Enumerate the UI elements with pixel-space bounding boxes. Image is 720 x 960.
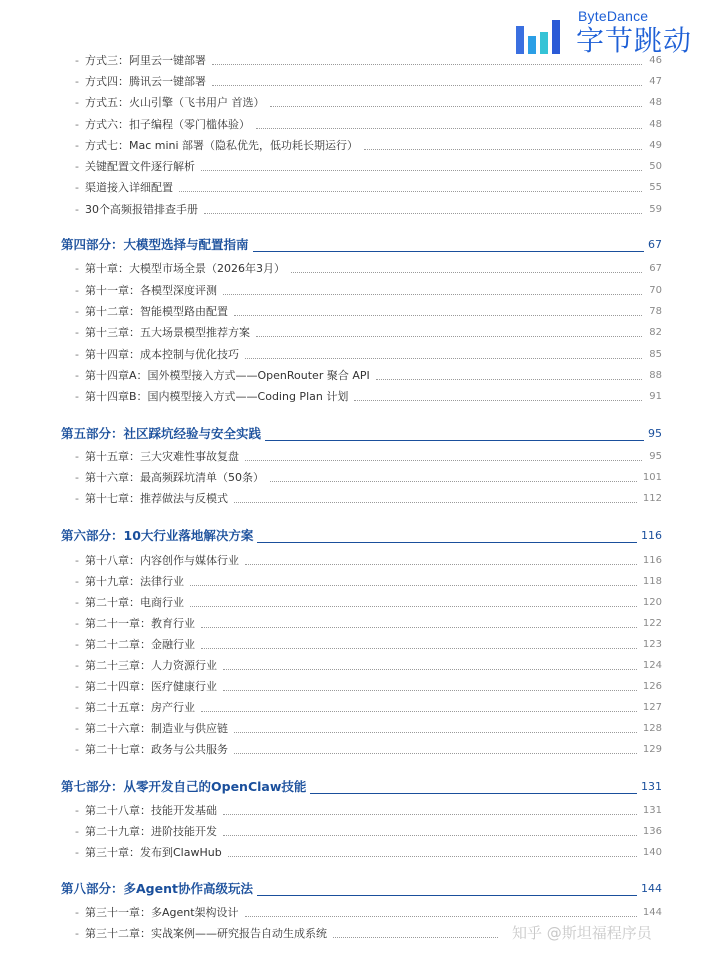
toc-title: 第三十章：发布到ClawHub [84, 846, 222, 859]
toc-chapter-row[interactable] [0, 50, 720, 70]
toc-page-number: 140 [642, 846, 662, 858]
toc-page-number: 95 [649, 450, 662, 462]
toc-page-number: 85 [649, 348, 662, 360]
toc-bullet-dash: - [75, 845, 79, 859]
toc-page-number: 129 [642, 743, 662, 755]
toc-leader-line [270, 106, 642, 107]
toc-leader-line [223, 814, 637, 815]
toc-page-number: 55 [649, 181, 662, 193]
toc-bullet-dash: - [75, 742, 79, 756]
toc-bullet-dash: - [75, 658, 79, 672]
toc-title: 第十一章：各模型深度评测 [84, 284, 217, 297]
toc-chapter-row[interactable] [0, 177, 720, 197]
toc-bullet-dash: - [75, 261, 79, 275]
toc-chapter-row[interactable] [0, 446, 720, 466]
toc-chapter-row[interactable] [0, 718, 720, 738]
toc-bullet-dash: - [75, 616, 79, 630]
toc-page-number: 48 [649, 96, 662, 108]
toc-title: 第二十八章：技能开发基础 [84, 804, 217, 817]
toc-leader-line [245, 564, 637, 565]
toc-bullet-dash: - [75, 53, 79, 67]
toc-title: 30个高频报错排查手册 [84, 203, 198, 216]
toc-page-number: 50 [649, 160, 662, 172]
toc-leader-line [310, 793, 637, 794]
toc-chapter-row[interactable] [0, 301, 720, 321]
toc-page-number: 91 [649, 390, 662, 402]
toc-title: 方式六：扣子编程（零门槛体验） [84, 118, 250, 131]
toc-leader-line [190, 606, 637, 607]
toc-leader-line [223, 669, 637, 670]
toc-leader-line [364, 149, 642, 150]
toc-bullet-dash: - [75, 74, 79, 88]
toc-chapter-row[interactable] [0, 592, 720, 612]
toc-part-row[interactable] [0, 776, 720, 796]
toc-leader-line [234, 753, 637, 754]
toc-bullet-dash: - [75, 180, 79, 194]
toc-title: 第二十九章：进阶技能开发 [84, 825, 217, 838]
toc-page-number: 120 [642, 596, 662, 608]
toc-chapter-row[interactable] [0, 344, 720, 364]
toc-chapter-row[interactable] [0, 488, 720, 508]
toc-chapter-row[interactable] [0, 467, 720, 487]
toc-title: 第二十六章：制造业与供应链 [84, 722, 228, 735]
toc-leader-line [223, 294, 642, 295]
toc-chapter-row[interactable] [0, 550, 720, 570]
toc-page-number: 82 [649, 326, 662, 338]
toc-leader-line [212, 64, 642, 65]
toc-bullet-dash: - [75, 637, 79, 651]
toc-title: 第六部分：10大行业落地解决方案 [61, 528, 254, 543]
toc-leader-line [253, 251, 644, 252]
toc-leader-line [190, 585, 637, 586]
toc-chapter-row[interactable] [0, 71, 720, 91]
toc-bullet-dash: - [75, 449, 79, 463]
toc-chapter-row[interactable] [0, 613, 720, 633]
toc-leader-line [257, 895, 637, 896]
toc-page-number: 67 [648, 237, 662, 251]
toc-page-number: 124 [642, 659, 662, 671]
toc-title: 第十四章B：国内模型接入方式——Coding Plan 计划 [84, 390, 349, 403]
toc-chapter-row[interactable] [0, 280, 720, 300]
toc-page-number: 116 [642, 554, 662, 566]
toc-page-number: 47 [649, 75, 662, 87]
toc-leader-line [201, 711, 637, 712]
toc-title: 第三十一章：多Agent架构设计 [84, 906, 239, 919]
toc-leader-line [201, 170, 642, 171]
toc-chapter-row[interactable] [0, 199, 720, 219]
toc-chapter-row[interactable] [0, 135, 720, 155]
toc-leader-line [257, 542, 637, 543]
toc-page-number: 48 [649, 118, 662, 130]
toc-page-number: 128 [642, 722, 662, 734]
toc-chapter-row[interactable] [0, 821, 720, 841]
toc-title: 方式三：阿里云一键部署 [84, 54, 206, 67]
toc-leader-line [333, 937, 498, 938]
toc-page-number: 131 [642, 804, 662, 816]
toc-bullet-dash: - [75, 574, 79, 588]
toc-page-number: 136 [642, 825, 662, 837]
toc-chapter-row[interactable] [0, 842, 720, 862]
toc-leader-line [354, 400, 642, 401]
toc-leader-line [376, 379, 642, 380]
toc-leader-line [223, 690, 637, 691]
toc-chapter-row[interactable] [0, 676, 720, 696]
toc-page-number: 49 [649, 139, 662, 151]
toc-title: 第十三章：五大场景模型推荐方案 [84, 326, 250, 339]
toc-page-number: 70 [649, 284, 662, 296]
toc-title: 第二十四章：医疗健康行业 [84, 680, 217, 693]
toc-title: 方式七：Mac mini 部署（隐私优先，低功耗长期运行） [84, 139, 359, 152]
toc-title: 第二十七章：政务与公共服务 [84, 743, 228, 756]
toc-title: 第十章：大模型市场全景（2026年3月） [84, 262, 285, 275]
toc-title: 第二十三章：人力资源行业 [84, 659, 217, 672]
toc-chapter-row[interactable] [0, 571, 720, 591]
toc-bullet-dash: - [75, 491, 79, 505]
toc-leader-line [234, 502, 637, 503]
toc-chapter-row[interactable] [0, 258, 720, 278]
toc-title: 关键配置文件逐行解析 [84, 160, 195, 173]
toc-bullet-dash: - [75, 368, 79, 382]
toc-bullet-dash: - [75, 926, 79, 940]
toc-bullet-dash: - [75, 325, 79, 339]
toc-page-number: 116 [641, 528, 662, 542]
toc-leader-line [245, 916, 637, 917]
toc-leader-line [234, 315, 642, 316]
toc-leader-line [204, 213, 642, 214]
toc-title: 第四部分：大模型选择与配置指南 [61, 237, 249, 252]
toc-title: 第二十二章：金融行业 [84, 638, 195, 651]
toc-title: 第十四章A：国外模型接入方式——OpenRouter 聚合 API [84, 369, 370, 382]
toc-title: 渠道接入详细配置 [84, 181, 173, 194]
toc-bullet-dash: - [75, 283, 79, 297]
toc-leader-line [234, 732, 637, 733]
toc-title: 第八部分：多Agent协作高级玩法 [61, 881, 253, 896]
toc-title: 第二十章：电商行业 [84, 596, 184, 609]
toc-leader-line [256, 336, 642, 337]
toc-page-number: 112 [642, 492, 662, 504]
toc-title: 第十六章：最高频踩坑清单（50条） [84, 471, 264, 484]
toc-chapter-row[interactable] [0, 697, 720, 717]
toc-leader-line [245, 460, 642, 461]
watermark: 知乎 @斯坦福程序员 [512, 924, 652, 942]
toc-bullet-dash: - [75, 304, 79, 318]
toc-leader-line [201, 648, 637, 649]
toc-bullet-dash: - [75, 117, 79, 131]
toc-page-number: 95 [648, 426, 662, 440]
toc-part-row[interactable] [0, 234, 720, 254]
toc-bullet-dash: - [75, 95, 79, 109]
toc-title: 第十五章：三大灾难性事故复盘 [84, 450, 239, 463]
toc-title: 第五部分：社区踩坑经验与安全实践 [61, 426, 262, 441]
toc-part-row[interactable] [0, 878, 720, 898]
toc-bullet-dash: - [75, 700, 79, 714]
toc-bullet-dash: - [75, 824, 79, 838]
toc-bullet-dash: - [75, 389, 79, 403]
toc-chapter-row[interactable] [0, 739, 720, 759]
toc-title: 第十四章：成本控制与优化技巧 [84, 348, 239, 361]
toc-bullet-dash: - [75, 679, 79, 693]
toc-leader-line [223, 835, 637, 836]
toc-page-number: 122 [642, 617, 662, 629]
toc-chapter-row[interactable] [0, 92, 720, 112]
toc-leader-line [201, 627, 637, 628]
toc-page-number: 101 [642, 471, 662, 483]
toc-part-row[interactable] [0, 525, 720, 545]
toc-page-number: 46 [649, 54, 662, 66]
toc-title: 第二十五章：房产行业 [84, 701, 195, 714]
toc-title: 第七部分：从零开发自己的OpenClaw技能 [61, 779, 307, 794]
toc-bullet-dash: - [75, 803, 79, 817]
toc-chapter-row[interactable] [0, 322, 720, 342]
toc-title: 第十八章：内容创作与媒体行业 [84, 554, 239, 567]
toc-leader-line [179, 191, 642, 192]
toc-page-number: 131 [641, 779, 662, 793]
toc-page-number: 144 [641, 881, 662, 895]
toc-chapter-row[interactable] [0, 365, 720, 385]
toc-leader-line [270, 481, 637, 482]
toc-page-number: 123 [642, 638, 662, 650]
toc-page-number: 126 [642, 680, 662, 692]
toc-leader-line [291, 272, 642, 273]
toc-leader-line [212, 85, 642, 86]
toc-page-number: 78 [649, 305, 662, 317]
toc-page-number: 59 [649, 203, 662, 215]
toc-bullet-dash: - [75, 470, 79, 484]
toc-chapter-row[interactable] [0, 114, 720, 134]
toc-chapter-row[interactable] [0, 634, 720, 654]
toc-chapter-row[interactable] [0, 902, 720, 922]
toc-title: 第三十二章：实战案例——研究报告自动生成系统 [84, 927, 327, 940]
toc-chapter-row[interactable] [0, 156, 720, 176]
toc-page-number: 88 [649, 369, 662, 381]
toc-leader-line [265, 440, 644, 441]
toc-chapter-row[interactable] [0, 386, 720, 406]
toc-bullet-dash: - [75, 721, 79, 735]
toc-bullet-dash: - [75, 138, 79, 152]
toc-chapter-row[interactable] [0, 655, 720, 675]
toc-title: 第十七章：推荐做法与反模式 [84, 492, 228, 505]
toc-page-number: 127 [642, 701, 662, 713]
toc-chapter-row[interactable] [0, 800, 720, 820]
toc-bullet-dash: - [75, 159, 79, 173]
toc-page-number: 144 [642, 906, 662, 918]
toc-page-number: 67 [649, 262, 662, 274]
logo-wordmark-cn: 字节跳动 [576, 24, 693, 57]
toc-part-row[interactable] [0, 423, 720, 443]
toc-page-number: 118 [642, 575, 662, 587]
logo-wordmark-en: ByteDance [578, 8, 649, 24]
toc-leader-line [228, 856, 637, 857]
toc-bullet-dash: - [75, 905, 79, 919]
toc-title: 第二十一章：教育行业 [84, 617, 195, 630]
toc-title: 方式五：火山引擎（飞书用户 首选） [84, 96, 265, 109]
toc-bullet-dash: - [75, 553, 79, 567]
toc-title: 第十九章：法律行业 [84, 575, 184, 588]
toc-title: 第十二章：智能模型路由配置 [84, 305, 228, 318]
toc-leader-line [256, 128, 642, 129]
toc-bullet-dash: - [75, 595, 79, 609]
toc-bullet-dash: - [75, 347, 79, 361]
toc-title: 方式四：腾讯云一键部署 [84, 75, 206, 88]
toc-bullet-dash: - [75, 202, 79, 216]
toc-leader-line [245, 358, 642, 359]
